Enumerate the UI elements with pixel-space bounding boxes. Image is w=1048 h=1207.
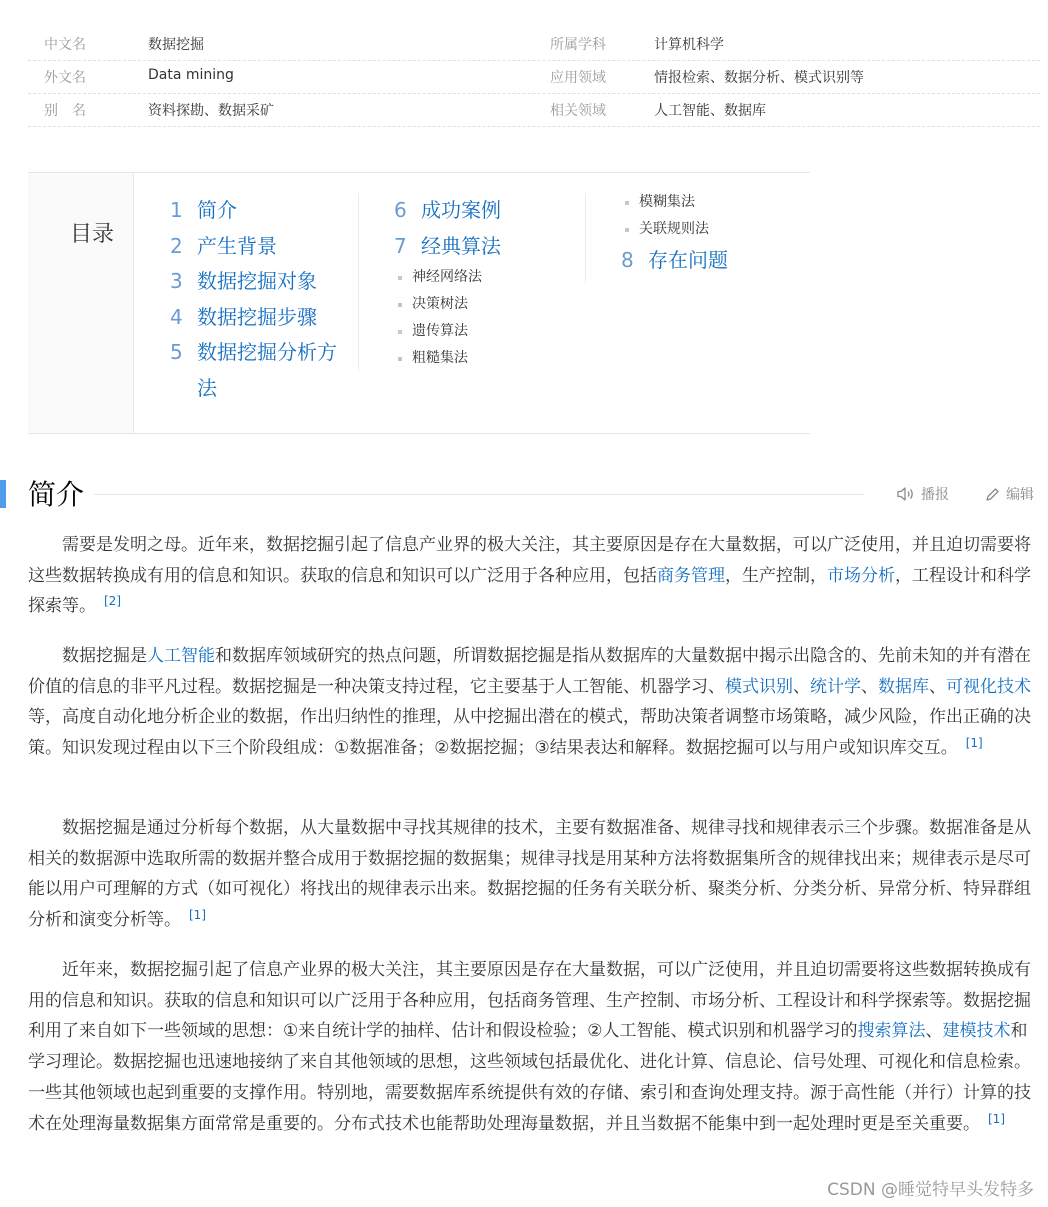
info-value: 资料探勘、数据采矿 xyxy=(148,103,274,119)
separator: 、 xyxy=(925,1021,943,1042)
basic-info-box xyxy=(28,28,1040,127)
intro-paragraph-4 xyxy=(28,955,1032,1139)
catalog-subitem[interactable]: 关联规则法 xyxy=(621,216,801,243)
intro-paragraph-3 xyxy=(28,813,1032,936)
section-accent-bar xyxy=(0,480,6,508)
link-pattern-recognition[interactable]: 模式识别 xyxy=(725,676,793,697)
catalog-item-number: 1 xyxy=(170,198,183,222)
catalog-item-label: 成功案例 xyxy=(421,198,501,222)
reference-link[interactable]: [1] xyxy=(189,908,206,923)
paragraph-text: 等，高度自动化地分析企业的数据，作出归纳性的推理，从中挖掘出潜在的模式，帮助决策者调整市场策略，减少风险，作出正确的决策。知识发现过程由以下三个阶段组成：①数据准备；②数据挖掘；③结果表达和解释。数据挖掘可以与用户或知识库交互。 xyxy=(28,707,1031,759)
catalog-item-label: 经典算法 xyxy=(421,233,501,258)
info-key: 外文名 xyxy=(44,70,86,86)
info-value: Data mining xyxy=(148,67,234,83)
separator: 、 xyxy=(793,676,810,697)
catalog-column-2 xyxy=(394,193,584,372)
catalog-item-number: 2 xyxy=(170,233,183,258)
paragraph-text: 和学习理论。数据挖掘也迅速地接纳了来自其他领域的思想，这些领域包括最优化、进化计算、信息论、信号处理、可视化和信息检索。一些其他领域也起到重要的支撑作用。特别地，需要数据库系统提供有效的存储、索引和查询处理支持。源于高性能（并行）计算的技术在处理海量数据集方面常常是重要的。分布式技术也能帮助处理海量数据，并且当数据不能集中到一起处理时更是至关重要。 xyxy=(28,1021,1031,1134)
info-key: 别 名 xyxy=(44,103,86,119)
info-key: 应用领域 xyxy=(550,70,606,86)
catalog-column-1 xyxy=(170,193,356,406)
speaker-icon xyxy=(897,486,915,502)
intro-paragraph-1 xyxy=(28,530,1032,622)
catalog-item-label: 数据挖掘分析方法 xyxy=(197,340,337,400)
section-title: 简介 xyxy=(28,478,85,511)
paragraph-text: 近年来，数据挖掘引起了信息产业界的极大关注，其主要原因是存在大量数据，可以广泛使用，并且迫切需要将这些数据转换成有用的信息和知识。获取的信息和知识可以广泛用于各种应用，包括商务管理、生产控制、市场分析、工程设计和科学探索等。数据挖掘利用了来自如下一些领域的思想：①来自统计学的抽样、估计和假设检验；②人工智能、模式识别和机器学习的 xyxy=(28,960,1031,1042)
catalog-item-number: 4 xyxy=(170,304,183,329)
link-market-analysis[interactable]: 市场分析 xyxy=(827,565,895,586)
info-row xyxy=(28,28,1040,61)
reference-link[interactable]: [2] xyxy=(104,594,121,609)
paragraph-text: 数据挖掘是 xyxy=(62,646,147,666)
info-key: 相关领域 xyxy=(550,103,606,119)
pencil-icon xyxy=(985,487,1000,502)
catalog-subitem[interactable]: 粗糙集法 xyxy=(394,345,584,372)
catalog-divider xyxy=(358,193,359,371)
link-database[interactable]: 数据库 xyxy=(878,676,929,697)
catalog-subitem[interactable]: 模糊集法 xyxy=(621,189,801,216)
info-row xyxy=(28,94,1040,127)
info-value: 人工智能、数据库 xyxy=(654,103,766,119)
link-modeling-technique[interactable]: 建模技术 xyxy=(942,1021,1011,1042)
info-value: 计算机科学 xyxy=(654,37,724,53)
reference-link[interactable]: [1] xyxy=(988,1111,1005,1126)
catalog-subitem[interactable]: 遗传算法 xyxy=(394,318,584,345)
catalog xyxy=(28,172,810,434)
catalog-item-label: 简介 xyxy=(197,198,237,222)
link-visualization[interactable]: 可视化技术 xyxy=(946,676,1031,697)
reference-link[interactable]: [1] xyxy=(965,736,983,751)
catalog-item-number: 3 xyxy=(170,269,183,293)
catalog-sidebar xyxy=(28,173,134,433)
info-value: 情报检索、数据分析、模式识别等 xyxy=(654,70,864,86)
catalog-item-label: 数据挖掘对象 xyxy=(197,269,317,293)
catalog-item-algorithms[interactable] xyxy=(394,229,584,265)
catalog-item-intro[interactable] xyxy=(170,193,356,229)
intro-paragraph-2 xyxy=(28,641,1032,764)
catalog-item-objects[interactable] xyxy=(170,264,356,300)
info-key: 所属学科 xyxy=(550,37,606,53)
info-row xyxy=(28,61,1040,94)
edit-label: 编辑 xyxy=(1006,487,1034,503)
catalog-item-background[interactable] xyxy=(170,229,356,265)
catalog-item-number: 7 xyxy=(394,233,407,258)
paragraph-text: ，生产控制， xyxy=(725,565,827,586)
catalog-item-problems[interactable] xyxy=(621,243,801,279)
catalog-item-label: 产生背景 xyxy=(197,233,277,258)
paragraph-text: 需要是发明之母。近年来，数据挖掘引起了信息产业界的极大关注，其主要原因是存在大量数据，可以广泛使用，并且迫切需要将这些数据转换成有用的信息和知识。获取的信息和知识可以广泛用于各种应用，包括 xyxy=(28,535,1031,586)
watermark: CSDN @睡觉特早头发特多 xyxy=(827,1180,1034,1200)
paragraph-text: 数据挖掘是通过分析每个数据，从大量数据中寻找其规律的技术，主要有数据准备、规律寻找和规律表示三个步骤。数据准备是从相关的数据源中选取所需的数据并整合成用于数据挖掘的数据集；规律寻找是用某种方法将数据集所含的规律找出来；规律表示是尽可能以用户可理解的方式（如可视化）将找出的规律表示出来。数据挖掘的任务有关联分析、聚类分析、分类分析、异常分析、特异群组分析和演变分析等。 xyxy=(28,818,1031,931)
catalog-divider xyxy=(585,193,586,283)
catalog-item-methods[interactable] xyxy=(170,335,356,406)
info-key: 中文名 xyxy=(44,37,86,53)
catalog-item-cases[interactable] xyxy=(394,193,584,229)
separator: 、 xyxy=(929,676,946,697)
link-search-algorithm[interactable]: 搜索算法 xyxy=(857,1021,926,1042)
section-divider xyxy=(94,494,864,495)
link-business-management[interactable]: 商务管理 xyxy=(657,565,725,586)
catalog-item-steps[interactable] xyxy=(170,300,356,336)
listen-button[interactable] xyxy=(897,484,949,504)
catalog-item-label: 存在问题 xyxy=(648,248,728,272)
paragraph-text: ，工程设计和科学探索等。 xyxy=(28,565,1031,617)
listen-label: 播报 xyxy=(921,487,949,503)
catalog-subitem[interactable]: 神经网络法 xyxy=(394,264,584,291)
catalog-subitem[interactable]: 决策树法 xyxy=(394,291,584,318)
catalog-item-number: 5 xyxy=(170,340,183,364)
catalog-item-number: 8 xyxy=(621,248,634,272)
link-artificial-intelligence[interactable]: 人工智能 xyxy=(147,646,215,666)
edit-button[interactable] xyxy=(985,484,1034,504)
catalog-column-3 xyxy=(621,189,801,279)
separator: 、 xyxy=(861,676,878,697)
catalog-item-number: 6 xyxy=(394,198,407,222)
catalog-item-label: 数据挖掘步骤 xyxy=(197,304,317,329)
paragraph-text: 和数据库领域研究的热点问题，所谓数据挖掘是指从数据库的大量数据中揭示出隐含的、先前未知的并有潜在价值的信息的非平凡过程。数据挖掘是一种决策支持过程，它主要基于人工智能、机器学习、 xyxy=(28,646,1031,697)
info-value: 数据挖掘 xyxy=(148,37,204,53)
catalog-title: 目录 xyxy=(70,222,115,247)
link-statistics[interactable]: 统计学 xyxy=(810,676,861,697)
